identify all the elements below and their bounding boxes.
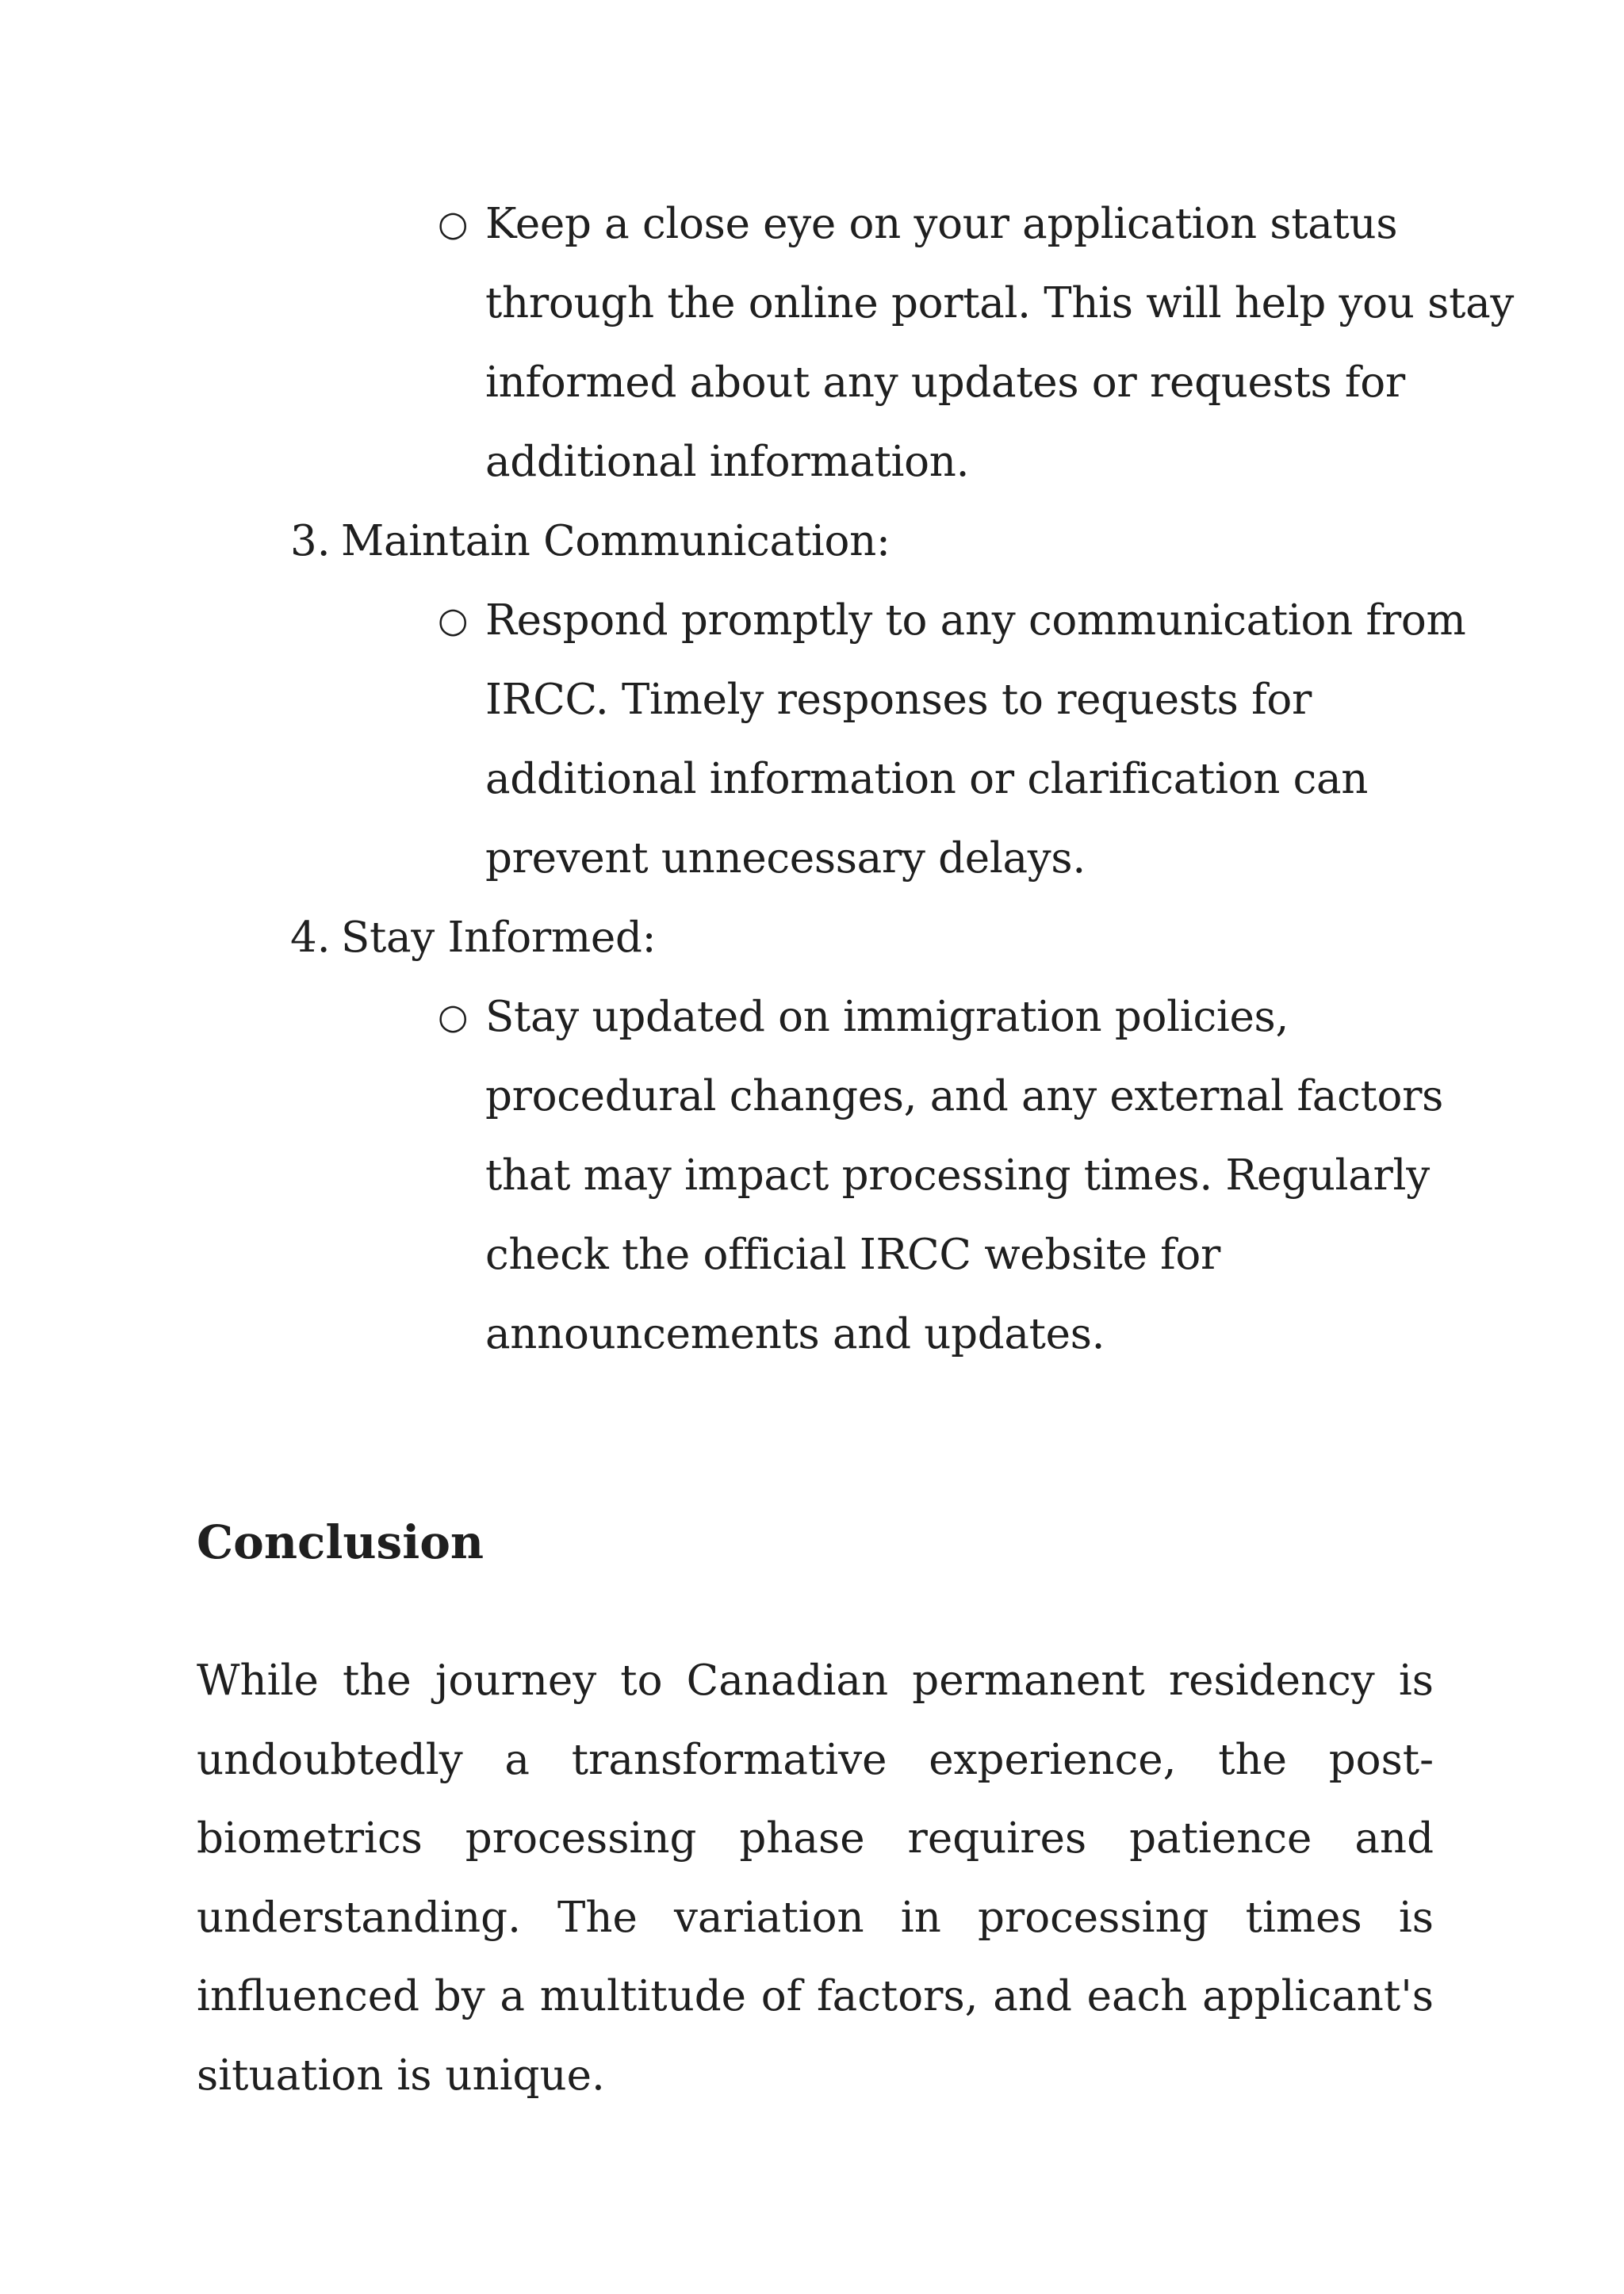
bullet-circle-icon: ○	[438, 600, 469, 641]
list-item-title: Stay Informed:	[341, 913, 657, 962]
list-item-title: Maintain Communication:	[341, 517, 891, 565]
bullet-text-line: that may impact processing times. Regularly	[485, 1151, 1430, 1200]
bullet-text-line: informed about any updates or requests for	[485, 358, 1405, 407]
list-item-number: 3.	[290, 517, 331, 565]
bullet-text-line: prevent unnecessary delays.	[485, 834, 1086, 883]
bullet-text-line: check the official IRCC website for	[485, 1231, 1221, 1279]
bullet-text-line: Stay updated on immigration policies,	[485, 993, 1289, 1041]
section-heading-conclusion: Conclusion	[197, 1515, 485, 1569]
conclusion-paragraph: While the journey to Canadian permanent residency is undoubtedly a transformative experience, the post-biometrics processing phase requires patience and understanding. The variation in processing times is influenced by a multitude of factors, and each applicant's situation is unique.	[197, 1656, 1434, 2100]
bullet-text-line: procedural changes, and any external factors	[485, 1072, 1444, 1120]
bullet-text-line: IRCC. Timely responses to requests for	[485, 676, 1312, 724]
list-item-number: 4.	[290, 913, 331, 962]
bullet-text-line: Respond promptly to any communication from	[485, 596, 1466, 645]
bullet-text-line: Keep a close eye on your application status	[485, 200, 1398, 248]
bullet-text-line: through the online portal. This will help you stay	[485, 279, 1515, 327]
bullet-circle-icon: ○	[438, 204, 469, 244]
bullet-text-line: additional information.	[485, 438, 970, 486]
bullet-circle-icon: ○	[438, 997, 469, 1037]
bullet-text-line: additional information or clarification can	[485, 755, 1369, 803]
bullet-text-line: announcements and updates.	[485, 1310, 1105, 1358]
